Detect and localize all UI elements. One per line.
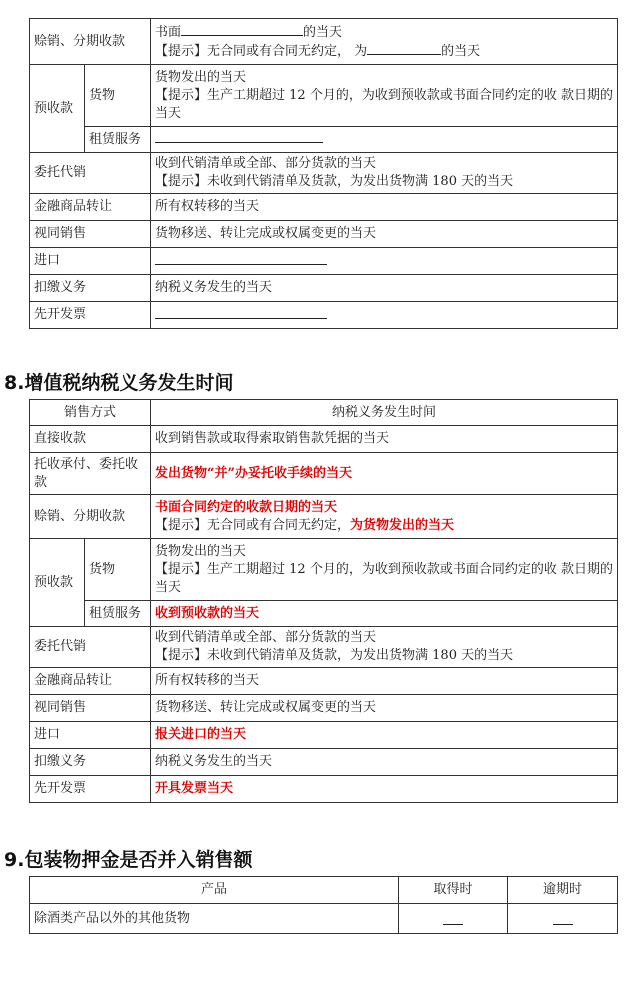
time-cell xyxy=(151,248,618,275)
time-cell xyxy=(151,127,618,153)
time-cell: 收到销售款或取得索取销售款凭据的当天 xyxy=(151,426,618,453)
method-cell: 金融商品转让 xyxy=(30,668,151,695)
header-obtain: 取得时 xyxy=(399,877,508,904)
answer-cell: 报关进口的当天 xyxy=(151,722,618,749)
sub-method-cell: 租赁服务 xyxy=(85,601,151,627)
product-cell: 除酒类产品以外的其他货物 xyxy=(30,904,399,934)
method-cell: 赊销、分期收款 xyxy=(30,19,151,65)
answer-text: 为货物发出的当天 xyxy=(350,517,455,533)
fill-blank[interactable] xyxy=(553,912,573,925)
method-cell: 先开发票 xyxy=(30,776,151,803)
time-cell: 纳税义务发生的当天 xyxy=(151,275,618,302)
sub-method-cell: 租赁服务 xyxy=(85,127,151,153)
fill-blank[interactable] xyxy=(155,252,327,265)
fill-blank[interactable] xyxy=(367,42,441,55)
header-method: 销售方式 xyxy=(30,400,151,426)
time-cell: 所有权转移的当天 xyxy=(151,668,618,695)
deposit-table xyxy=(29,876,618,934)
time-cell: 货物移送、转让完成或权属变更的当天 xyxy=(151,221,618,248)
method-cell: 扣缴义务 xyxy=(30,749,151,776)
method-cell: 托收承付、委托收款 xyxy=(30,453,151,495)
time-cell: 货物发出的当天 【提示】生产工期超过 12 个月的，为收到预收款或书面合同约定的收 款日期的当天 xyxy=(151,539,618,601)
answer-text: 书面合同约定的收款日期的当天 xyxy=(155,499,338,515)
method-cell: 委托代销 xyxy=(30,627,151,668)
overdue-cell xyxy=(508,904,618,934)
blank-table xyxy=(29,18,618,329)
method-cell: 先开发票 xyxy=(30,302,151,329)
fill-blank[interactable] xyxy=(155,306,327,319)
method-cell: 直接收款 xyxy=(30,426,151,453)
method-cell: 扣缴义务 xyxy=(30,275,151,302)
answer-cell: 收到预收款的当天 xyxy=(151,601,618,627)
section-9-heading: 9.包装物押金是否并入销售额 xyxy=(4,849,253,871)
method-cell: 预收款 xyxy=(30,65,85,153)
header-overdue: 逾期时 xyxy=(508,877,618,904)
sub-method-cell: 货物 xyxy=(85,65,151,127)
fill-blank[interactable] xyxy=(155,130,323,143)
time-cell xyxy=(151,302,618,329)
method-cell: 金融商品转让 xyxy=(30,194,151,221)
time-cell: 收到代销清单或全部、部分货款的当天 【提示】未收到代销清单及货款，为发出货物满 180 天的当天 xyxy=(151,153,618,194)
time-cell: 货物发出的当天 【提示】生产工期超过 12 个月的，为收到预收款或书面合同约定的收 款日期的当天 xyxy=(151,65,618,127)
header-product: 产品 xyxy=(30,877,399,904)
sub-method-cell: 货物 xyxy=(85,539,151,601)
time-cell: 收到代销清单或全部、部分货款的当天 【提示】未收到代销清单及货款，为发出货物满 180 天的当天 xyxy=(151,627,618,668)
method-cell: 赊销、分期收款 xyxy=(30,495,151,539)
obtain-cell xyxy=(399,904,508,934)
time-cell: 所有权转移的当天 xyxy=(151,194,618,221)
section-8-heading: 8.增值税纳税义务发生时间 xyxy=(4,372,234,394)
vat-time-table xyxy=(29,399,618,803)
fill-blank[interactable] xyxy=(443,912,463,925)
answer-cell: 发出货物“并”办妥托收手续的当天 xyxy=(151,453,618,495)
method-cell: 视同销售 xyxy=(30,221,151,248)
method-cell: 预收款 xyxy=(30,539,85,627)
header-time: 纳税义务发生时间 xyxy=(151,400,618,426)
time-cell: 货物移送、转让完成或权属变更的当天 xyxy=(151,695,618,722)
method-cell: 视同销售 xyxy=(30,695,151,722)
fill-blank[interactable] xyxy=(181,23,303,36)
time-cell: 书面 的当天 【提示】无合同或有合同无约定， 为 的当天 xyxy=(151,19,618,65)
time-cell: 纳税义务发生的当天 xyxy=(151,749,618,776)
time-cell: 书面合同约定的收款日期的当天 【提示】无合同或有合同无约定，为货物发出的当天 xyxy=(151,495,618,539)
method-cell: 进口 xyxy=(30,248,151,275)
method-cell: 进口 xyxy=(30,722,151,749)
answer-cell: 开具发票当天 xyxy=(151,776,618,803)
method-cell: 委托代销 xyxy=(30,153,151,194)
